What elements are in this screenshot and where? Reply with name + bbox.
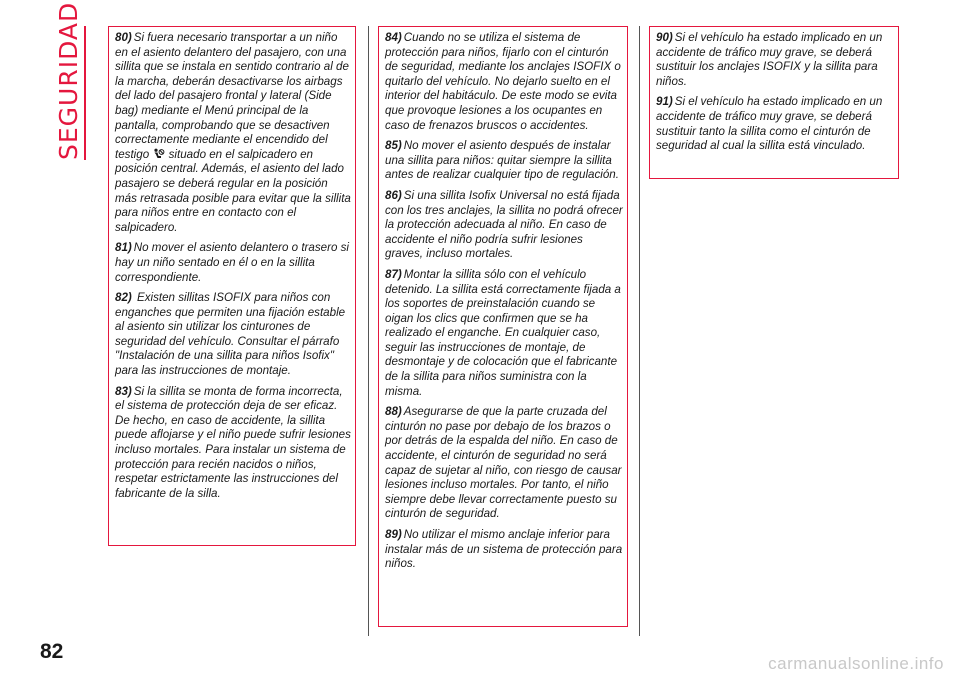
watermark: carmanualsonline.info [768,654,944,673]
note-text: Si el vehículo ha estado implicado en un accidente de tráfico muy grave, se deberá sustituir tanto la sillita como el cinturón de seguridad al cual la sillita está vinculado. [656,95,883,153]
note-91 [656,95,895,153]
note-text: No mover el asiento después de instalar una sillita para niños: quitar siempre la sillita antes de realizar cualquier tipo de regulación. [385,139,619,182]
note-86 [385,189,624,262]
note-82 [115,291,352,379]
note-84 [385,31,624,133]
note-text: Si la sillita se monta de forma incorrecta, el sistema de protección deja de ser eficaz. De hecho, en caso de accidente, la sillita puede aflojarse y el niño puede sufrir lesiones incluso mortales. Para instalar un sistema de protección para recién nacidos o niños, respetar estrictamente las instrucciones del fabricante de la silla. [115,384,351,500]
note-number: 86) [385,188,402,202]
note-number: 82) [115,291,132,305]
note-number: 89) [385,528,402,541]
note-number: 80) [115,31,132,44]
note-number: 85) [385,139,402,153]
note-number: 83) [115,384,132,398]
warning-box-1 [108,26,356,546]
note-83 [115,385,352,502]
note-number: 87) [385,267,402,281]
note-85 [385,139,624,183]
note-text: No mover el asiento delantero o trasero si hay un niño sentado en él o en la sillita correspondiente. [115,241,350,284]
note-text: situado en el salpicadero en posición central. Además, el asiento del lado pasajero se deberá regular en la posición más retrasada posible para evitar que la sillita para niños entre en contacto con el salpicadero. [115,147,351,234]
column-divider [639,26,640,636]
note-text: Montar la sillita sólo con el vehículo detenido. La sillita está correctamente fijada a los soportes de preinstalación cuando se oigan los clics que confirmen que se ha realizado el enganche. En cualquier caso, seguir las instrucciones de montaje, de desmontaje y de colocación que el fabricante de la sillita para niños suministra con la misma. [385,267,621,398]
note-89 [385,528,624,572]
note-80 [115,31,352,235]
note-88 [385,405,624,522]
note-text: Asegurarse de que la parte cruzada del cinturón no pase por debajo de los brazos o por detrás de la espalda del niño. En caso de accidente, el cinturón de seguridad no será capaz de sujetar al niño, con riesgo de causar lesiones incluso mortales. Por tanto, el niño siempre debe llevar correctamente puesto su cinturón de seguridad. [385,405,622,521]
warning-box-2 [378,26,628,627]
note-number: 90) [656,31,673,44]
page-number: 82 [40,640,64,663]
note-text: Si fuera necesario transportar a un niño en el asiento delantero del pasajero, con una sillita que se instala en sentido contrario al de la marcha, deberán desactivarse los airbags del lado del pasajero frontal y lateral (Side bag) mediante el Menú principal de la pantalla, comprobando que se desactiven correctamente mediante el encendido del testigo [115,31,349,161]
note-number: 91) [656,95,673,109]
note-text: Si el vehículo ha estado implicado en un accidente de tráfico muy grave, se deberá sustituir los anclajes ISOFIX y la sillita para niños. [656,31,883,88]
airbag-off-warning-icon [152,148,165,160]
section-title: SEGURIDAD [54,1,83,160]
section-title-rule [84,26,86,160]
note-text: Si una sillita Isofix Universal no está fijada con los tres anclajes, la sillita no podrá ofrecer la protección adecuada al niño. En caso de accidente el niño podría sufrir lesiones graves, incluso mortales. [385,188,623,261]
note-text: Cuando no se utiliza el sistema de protección para niños, fijarlo con el cinturón de seguridad, mediante los anclajes ISOFIX o quitarlo del vehículo. No dejarlo suelto en el interior del habitáculo. De este modo se evita que provoque lesiones a los ocupantes en caso de frenazos bruscos o accidentes. [385,31,621,132]
column-divider [368,26,369,636]
note-text: Existen sillitas ISOFIX para niños con enganches que permiten una fijación estable al asiento sin utilizar los cinturones de seguridad del vehículo. Consultar el párrafo "Instalación de una sillita para niños Isofix" para las instrucciones de montaje. [115,291,346,378]
note-number: 81) [115,241,132,255]
note-text: No utilizar el mismo anclaje inferior para instalar más de un sistema de protección para niños. [385,528,623,571]
note-number: 84) [385,31,402,44]
note-90 [656,31,895,89]
note-81 [115,241,352,285]
note-87 [385,268,624,399]
warning-box-3 [649,26,899,179]
note-number: 88) [385,405,402,419]
